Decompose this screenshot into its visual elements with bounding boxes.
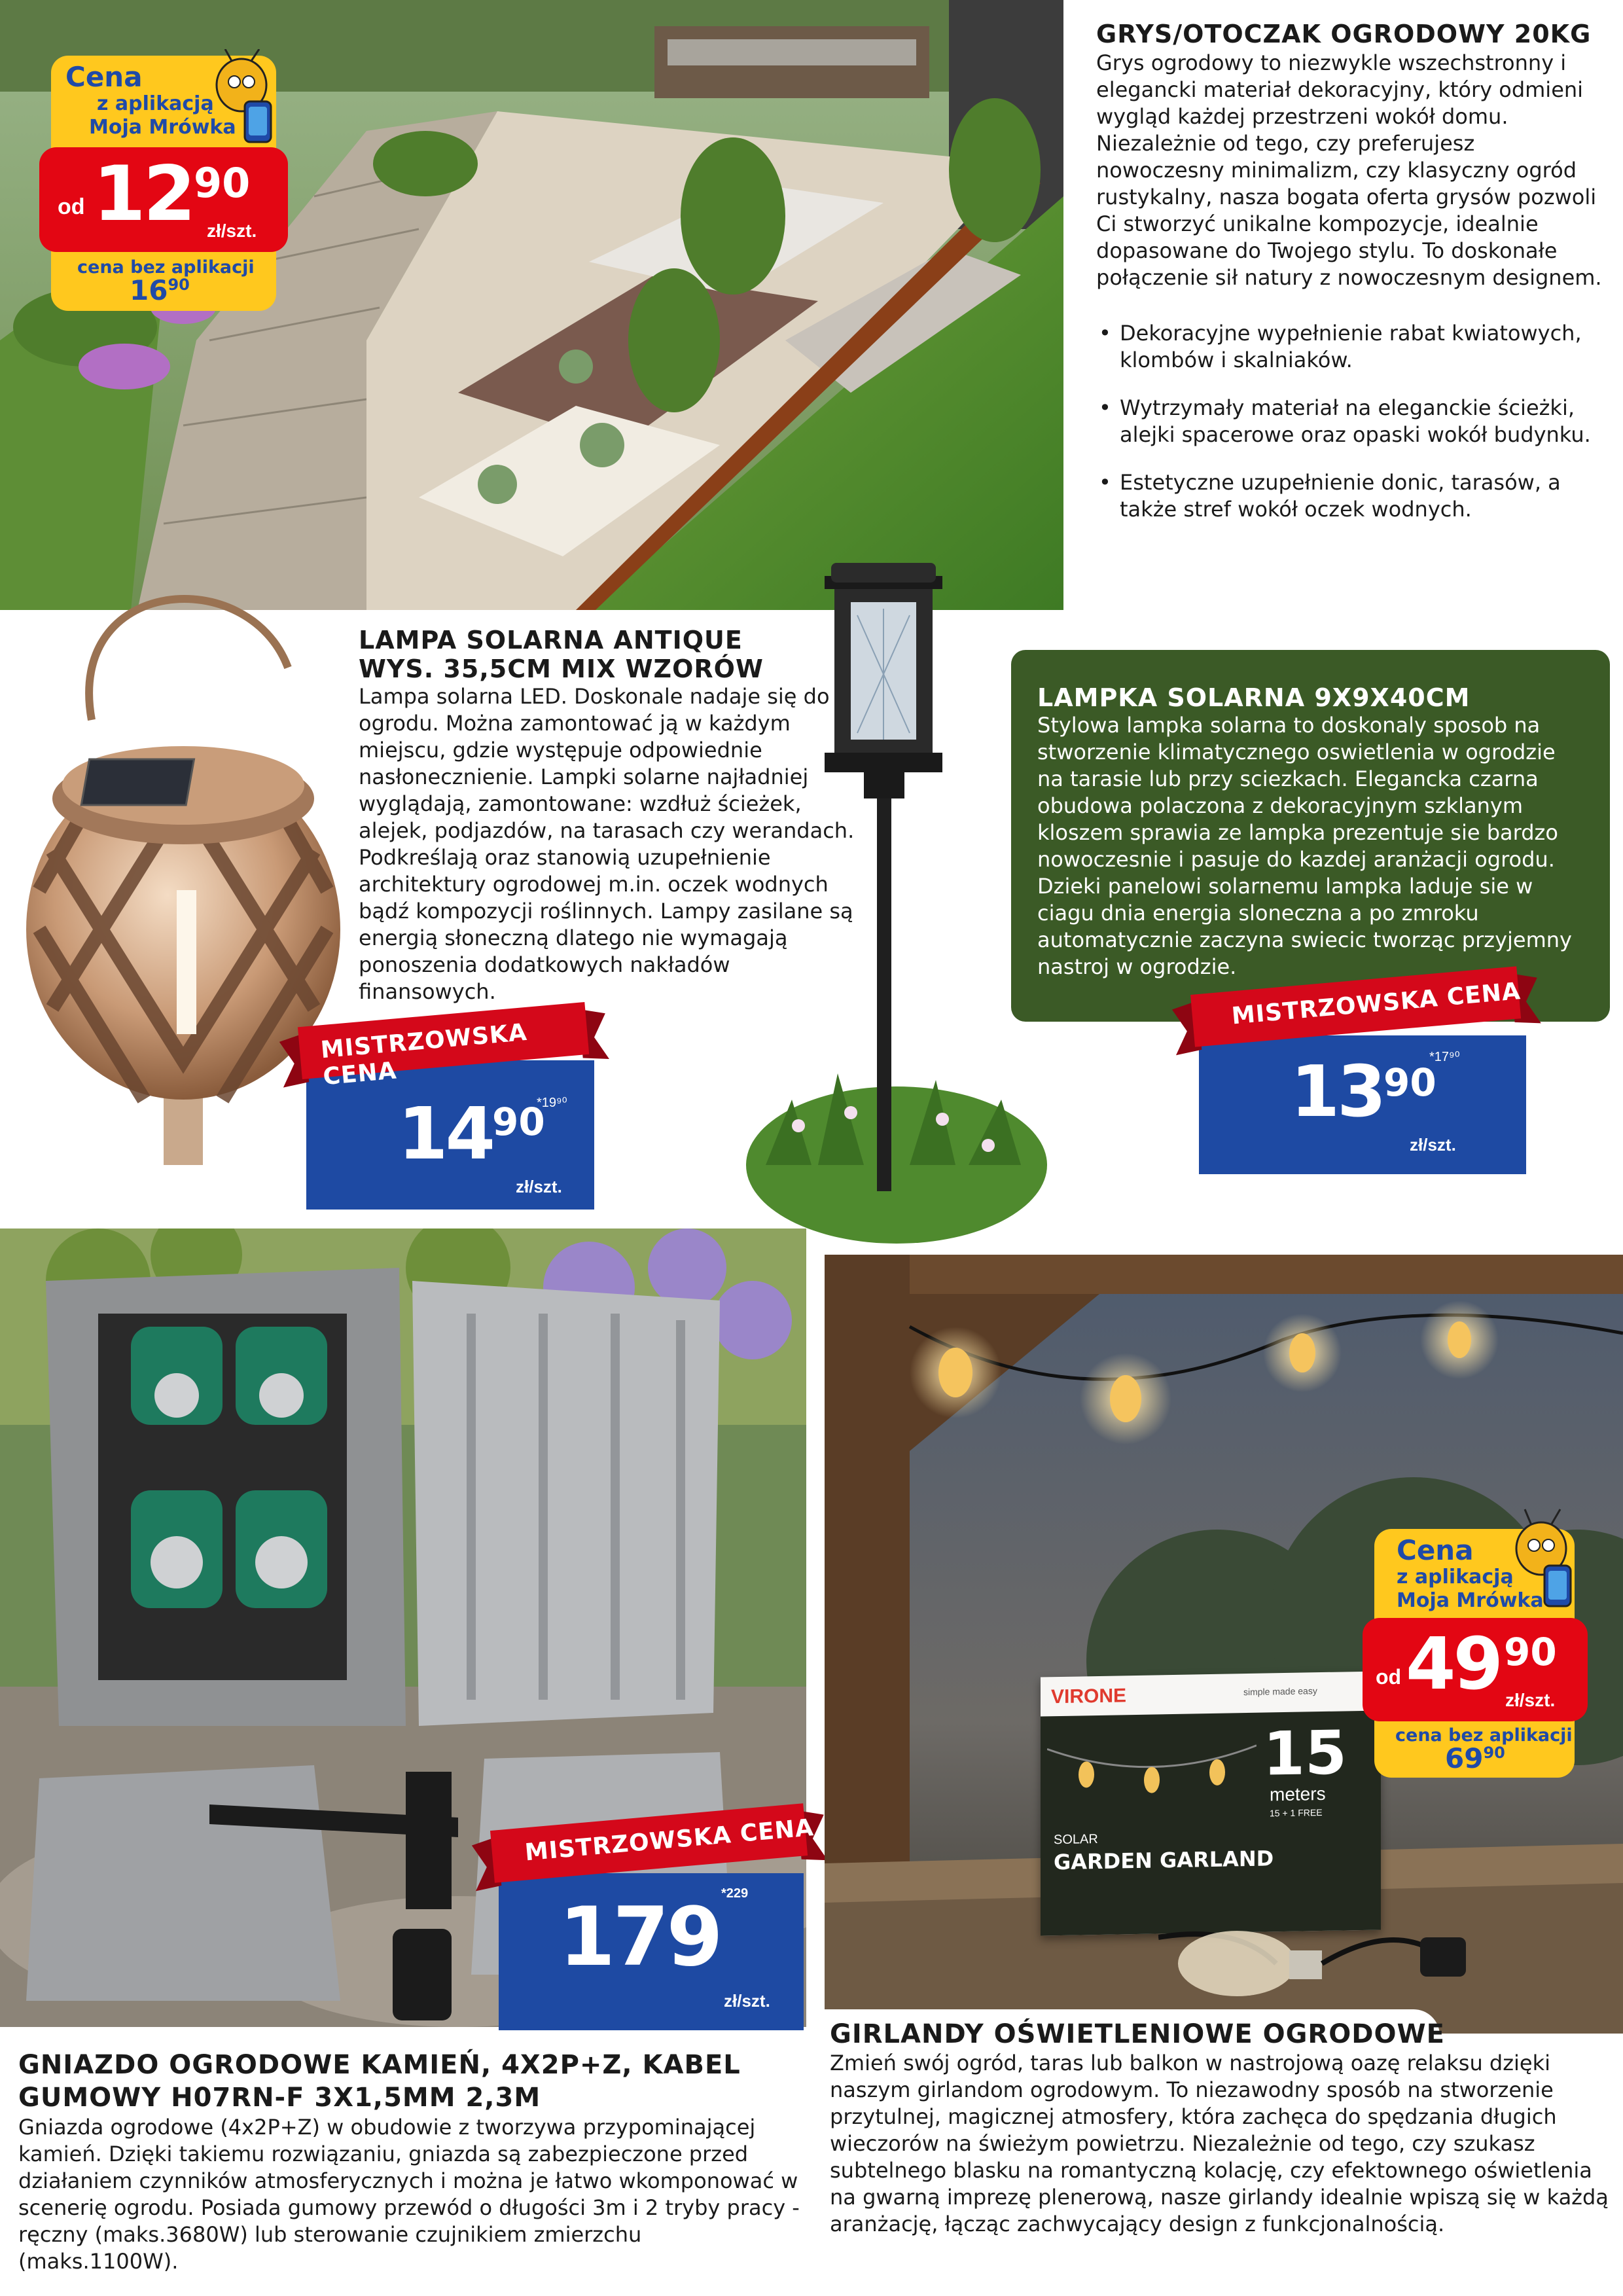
app-badge-od: od [1376, 1665, 1402, 1689]
lampka-description: Stylowa lampka solarna to doskonaly sposob na stworzenie klimatycznego oswietlenia w ogrodzie na tarasie lub przy sciezkach. Elegancka czarna obudowa polaczona z dekoracyjnym szklanym kloszem sprawia ze lampka prezentuje sie bardzo nowoczesnie i pasuje do kazdej aranżacji ogrodu. Dzieki panelowi solarnemu lampka laduje sie w ciagu dnia energia sloneczna a po zmroku automatycznie zaczyna swiecic tworząc przyjemny nastroj w ogrodzie. [1037, 713, 1572, 979]
gniazdo-price-unit: zł/szt. [724, 1991, 770, 2011]
app-badge-price-panel [1363, 1618, 1588, 1721]
app-badge-line2: z aplikacją [1397, 1566, 1514, 1588]
antique-description: Lampa solarna LED. Doskonale nadaje się do ogrodu. Można zamontować ją w każdym miejscu, gdzie występuje odpowiednie nasłonecznienie. Lampki solarne najładniej wyglądają, zamontowane: wzdłuż ścieżek, alejek, podjazdów, na tarasach czy werandach. Podkreślają oraz stanowią uzupełnienie architektury ogrodowej m.in. oczek wodnych bądź kompozycji roślinnych. Lampy zasilane są energią słoneczną dlatego nie wymagają ponoszenia dodatkowych nakładów finansowych. [359, 684, 855, 1004]
app-badge-cena: Cena [65, 61, 143, 93]
grys-bullet: • Wytrzymały materiał na eleganckie ścieżki, alejki spacerowe oraz opaski wokół budynku. [1096, 395, 1607, 448]
box-tagline: simple made easy [1243, 1685, 1317, 1698]
app-badge-od: od [58, 194, 85, 219]
app-price-badge-grys [51, 56, 276, 311]
gniazdo-price-box [499, 1873, 804, 2030]
lampka-text-block [1037, 683, 1580, 980]
gniazdo-title-line2: GUMOWY H07RN-F 3X1,5MM 2,3M [18, 2083, 541, 2113]
app-badge-no-app-dec: 90 [1483, 1744, 1505, 1762]
app-badge-line3: Moja Mrówka [1397, 1589, 1544, 1612]
app-price-badge-girlandy [1374, 1529, 1575, 1778]
grys-description: Grys ogrodowy to niezwykle wszechstronny i elegancki materiał dekoracyjny, który odmieni wygląd każdej przestrzeni wokół domu. Niezależnie od tego, czy preferujesz nowoczesny minimalizm, czy klasyczny ogród rustykalny, nasza bogata oferta grysów pozwoli Ci stworzyć unikalne kompozycje, idealnie dopasowane do Twojego stylu. To doskonałe połączenie sił natury z nowoczesnym designem. [1096, 50, 1602, 290]
box-meters: meters [1270, 1783, 1326, 1805]
app-badge-no-app-label: cena bez aplikacji [77, 257, 255, 278]
lampka-ribbon-text: MISTRZOWSKA CENA [1230, 978, 1522, 1030]
box-solar: SOLAR [1054, 1832, 1098, 1848]
app-badge-no-app-int: 16 [130, 274, 168, 306]
lampka-price-unit: zł/szt. [1410, 1135, 1456, 1155]
girlandy-text-block [830, 2018, 1609, 2238]
app-badge-price-panel [39, 147, 288, 252]
box-big-number: 15 [1263, 1717, 1347, 1789]
grys-bullet: • Estetyczne uzupełnienie donic, tarasów, a także stref wokół oczek wodnych. [1096, 469, 1607, 523]
bulb-string-icon [1047, 1726, 1257, 1821]
box-free: 15 + 1 FREE [1270, 1807, 1323, 1819]
app-badge-line3: Moja Mrówka [89, 116, 236, 139]
gniazdo-price: 179 [559, 1890, 721, 1984]
gniazdo-title-line1: GNIAZDO OGRODOWE KAMIEŃ, 4X2P+Z, KABEL [18, 2050, 741, 2080]
gniazdo-old-price: *229 [721, 1886, 749, 1901]
antique-old-price: *19⁹⁰ [537, 1096, 567, 1110]
bulb-plug-illustration [1158, 1885, 1499, 2003]
app-badge-unit: zł/szt. [207, 221, 257, 241]
grys-title: GRYS/OTOCZAK OGRODOWY 20KG [1096, 20, 1592, 48]
app-badge-price-int: 12 [93, 150, 194, 238]
ant-mascot-icon [205, 49, 284, 147]
antique-price-dec: 90 [492, 1100, 545, 1144]
app-badge-line2: z aplikacją [97, 92, 214, 115]
app-badge-no-app-label: cena bez aplikacji [1395, 1725, 1573, 1746]
grys-bullet: • Dekoracyjne wypełnienie rabat kwiatowych, klombów i skalniaków. [1096, 320, 1607, 374]
grys-text-block [1096, 20, 1607, 544]
lampka-old-price: *17⁹⁰ [1429, 1050, 1460, 1064]
app-badge-unit: zł/szt. [1505, 1690, 1556, 1710]
app-badge-cena: Cena [1397, 1534, 1474, 1566]
lampka-title: LAMPKA SOLARNA 9X9X40CM [1037, 683, 1471, 712]
girlandy-description: Zmień swój ogród, taras lub balkon w nastrojową oazę relaksu dzięki naszym girlandom ogrodowym. To niezawodny sposób na stworzenie przytulnej, magicznej atmosfery, która zachęca do spędzania długich wieczorów na świeżym powietrzu. Niezależnie od tego, czy szukasz subtelnego blasku na romantyczną kolację, czy efektownego oświetlenia na gwarną imprezę plenerową, nasze girlandy idealnie wpiszą się w każdą aranżację, łącząc zachwycający design z funkcjonalnością. [830, 2051, 1609, 2236]
app-badge-no-app-price [130, 274, 190, 306]
antique-title-line1: LAMPA SOLARNA ANTIQUE [359, 626, 743, 655]
lampka-price-box [1199, 1035, 1526, 1174]
box-brand: VIRONE [1051, 1685, 1127, 1708]
gniazdo-text-block [18, 2049, 804, 2275]
box-product: GARDEN GARLAND [1054, 1846, 1274, 1875]
gniazdo-ribbon-text: MISTRZOWSKA CENA [524, 1814, 815, 1867]
antique-ribbon-text: MISTRZOWSKA CENA [319, 1018, 529, 1091]
antique-price-int: 14 [398, 1092, 493, 1175]
girlandy-title: GIRLANDY OŚWIETLENIOWE OGRODOWE [830, 2019, 1445, 2049]
lampka-price-dec: 90 [1383, 1060, 1436, 1105]
app-badge-no-app-dec: 90 [168, 276, 190, 294]
app-badge-price-dec: 90 [194, 159, 251, 207]
lampka-price-int: 13 [1291, 1051, 1384, 1133]
antique-title-line2: WYS. 35,5CM MIX WZORÓW [359, 655, 764, 683]
app-badge-price-dec: 90 [1504, 1630, 1557, 1674]
antique-price-unit: zł/szt. [516, 1177, 562, 1196]
ant-mascot-icon [1505, 1503, 1584, 1614]
app-badge-no-app-int: 69 [1445, 1742, 1484, 1774]
app-badge-no-app-price [1445, 1742, 1505, 1774]
grys-bullet-list [1096, 320, 1607, 523]
app-badge-price-int: 49 [1406, 1622, 1501, 1706]
gniazdo-description: Gniazda ogrodowe (4x2P+Z) w obudowie z tworzywa przypominającej kamień. Dzięki takiemu rozwiązaniu, gniazda są zabezpieczone przed działaniem czynników atmosferycznych i można je łatwo wkomponować w scenerię ogrodu. Posiada gumowy przewód o długości 3m i 2 tryby pracy - ręczny (maks.3680W) lub sterowanie czujnikiem zmierzchu (maks.1100W). [18, 2115, 800, 2274]
